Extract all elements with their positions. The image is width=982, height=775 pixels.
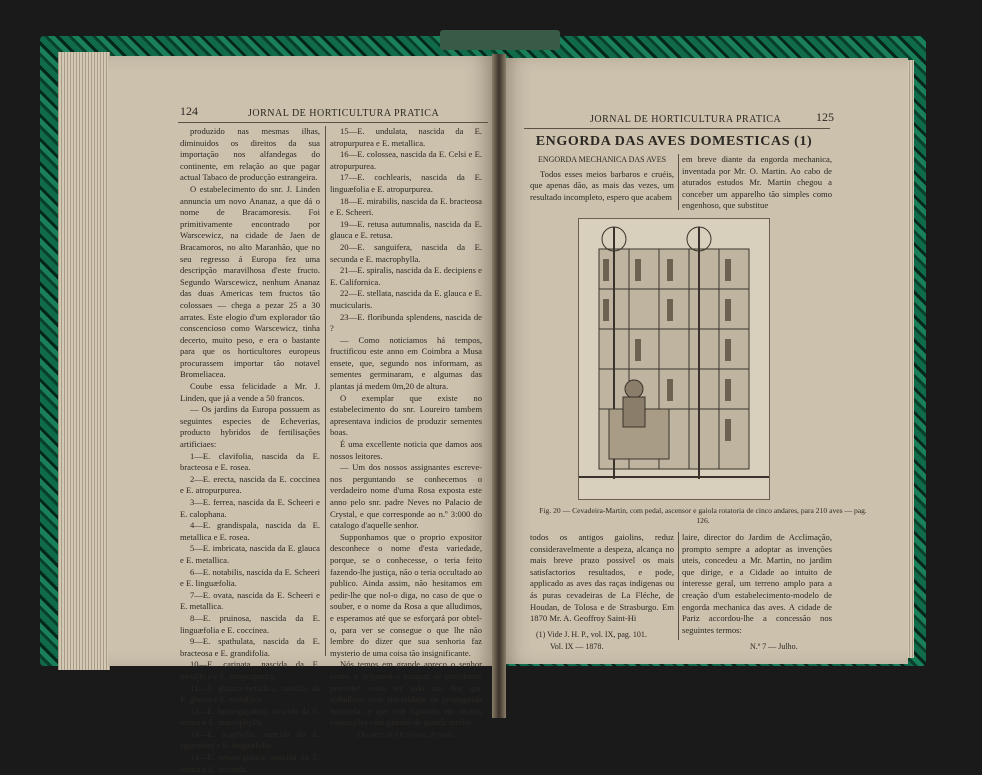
footer-volume: Vol. IX — 1878. — [550, 642, 604, 651]
header-rule — [524, 128, 830, 129]
column-rule — [325, 126, 326, 656]
paragraph: É uma excellente noticia que damos aos nossos leitores. — [330, 439, 482, 461]
page-number: 124 — [180, 104, 198, 118]
paragraph: 6—E. notabilis, nascida da E. Scheeri e E. linguæfolia. — [180, 566, 320, 589]
paragraph: 3—E. ferrea, nascida da E. Scheeri e E. calophana. — [180, 497, 320, 519]
footnote: (1) Vide J. H. P., vol. IX, pag. 101. — [536, 630, 647, 639]
right-column-2-top — [682, 154, 832, 212]
paragraph: 22—E. stellata, nascida da E. glauca e E. mucicularis. — [330, 288, 482, 310]
paragraph: 8—E. pruinosa, nascida da E. linguæfolia e E. coccinea. — [180, 612, 320, 635]
footer-issue: N.º 7 — Julho. — [750, 642, 798, 651]
page-edges-left — [58, 52, 110, 670]
left-page — [108, 56, 496, 774]
paragraph: 15—E. undulata, nascida da E. atropurpurea e E. metallica. — [330, 126, 482, 148]
paragraph: Coube essa felicidade a Mr. J. Linden, que já a vende a 50 francos. — [180, 381, 320, 403]
paragraph: 14—E. retuso-glauca, nascida da E. retusa e E. secunda. — [180, 752, 320, 774]
paragraph: Todos esses meios barbaros e cruéis, que apenas dão, as mais das vezes, um resultado incompleto, espero que acabem — [530, 168, 674, 202]
paragraph: 7—E. ovata, nascida da E. Scheeri e E. metallica. — [180, 589, 320, 612]
book-gutter — [492, 54, 506, 718]
paragraph: 23—E. floribunda splendens, nascida de ? — [330, 311, 482, 334]
cevadeira-engraving — [579, 219, 769, 499]
paragraph: em breve diante da engorda mechanica, inventada por Mr. O. Martin. Ao cabo de aturados estudos Mr. Martin chegou a conceber um apparelho tão simples como engenhoso, que substitue — [682, 154, 832, 211]
section-subhead: ENGORDA MECHANICA DAS AVES — [537, 155, 667, 164]
figure-caption: Fig. 20 — Cevadeira-Martin, com pedal, ascensor e gaiola rotatoria de cinco andares, para 210 aves — pag. 126. — [539, 506, 867, 525]
paragraph: 16—E. colossea, nascida da E. Celsi e E. atropurpurea. — [330, 149, 482, 171]
paragraph: 5—E. imbricata, nascida da E. glauca e E. metallica. — [180, 543, 320, 565]
paragraph: 1—E. clavifolia, nascida da E. bracteosa e E. rosea. — [180, 450, 320, 473]
paragraph: 12—E. lutea-gigantea, nascida da E. retusa e E. macrophylla. — [180, 705, 320, 728]
paragraph: 19—E. retusa autumnalis, nascida da E. glauca e E. retusa. — [330, 218, 482, 241]
author-signature: Duarte de Oliveira, Junior. — [357, 728, 455, 739]
right-column-1-bottom — [530, 532, 674, 625]
running-head: JORNAL DE HORTICULTURA PRATICA — [248, 108, 440, 119]
paragraph: 10—E. carinata, nascida da E. metallica e E. atropurpurea. — [180, 659, 320, 681]
paragraph: 17—E. cochlearis, nascida da E. linguæfolia e E. atropurpurea. — [330, 172, 482, 194]
article-title: ENGORDA DAS AVES DOMESTICAS (1) — [535, 134, 813, 149]
paragraph: 18—E. mirabilis, nascida da E. bracteosa e E. Scheeri. — [330, 195, 482, 218]
paragraph: todos os antigos gaiolins, reduz consideravelmente a despeza, alcança no mais breve prazo possivel os mais satisfactorios resultados, e pode, applicado as aves das raças indigenas ou ás puras cevadeiras de La Fléche, de Houdan, de Tolosa e de Strasburgo. Em 1870 Mr. A. Geoffroy Saint-Hi — [530, 532, 674, 624]
right-column-2-bottom — [682, 532, 832, 636]
paragraph: 13—E. scaphylla, nascida da E. agavoides e E. linguæfolia. — [180, 728, 320, 751]
running-head: JORNAL DE HORTICULTURA PRATICA — [590, 114, 782, 125]
left-column-1 — [180, 126, 320, 775]
right-page — [500, 58, 908, 664]
paragraph: — Como noticiamos há tempos, fructificou este anno em Coimbra a Musa ensete, que, segundo nos informam, as sementes germinaram, e algumas das plantas já medem 0m,20 de altura. — [330, 334, 482, 392]
paragraph: — Um dos nossos assignantes escreve-nos perguntando se conhecemos o verdadeiro nome d'uma Rosa exposta este anno pelo snr. padre Neves no Palacio de Crystal, e que corresponde ao n.º 3:000 do catalogo d'aquelle senhor. — [330, 462, 482, 531]
paragraph: 2—E. erecta, nascida da E. coccinea e E. atropurpurea. — [180, 473, 320, 496]
paragraph: 21—E. spiralis, nascida da E. decipiens e E. Californica. — [330, 265, 482, 287]
paragraph: laire, director do Jardim de Acclimação, prompto sempre a adoptar as invenções uteis, concedeu a Mr. Martin, no jardim que dirige, e a Cidade ao intuito de interesse geral, um terreno amplo para a creação d'um estabelecimento-modelo de engorda mechanica das aves. A cidade de Pariz accordou-lhe a concessão nos seguintes termos: — [682, 532, 832, 635]
paragraph: 20—E. sanguifera, nascida da E. secunda e E. macrophylla. — [330, 241, 482, 264]
paragraph: O exemplar que existe no estabelecimento do snr. Loureiro tambem apresentava indicios de produzir sementes boas. — [330, 392, 482, 438]
paragraph: Nós temos em grande apreço o senhor conto, e julgamol-o incapaz de semilhante proceder, visto ter sido um dos que trabalham com sinceridade na propaganda horticola, e que tem figurado em muitas exposições com plantas de grande merito. — [330, 659, 482, 728]
left-column-2 — [330, 126, 482, 740]
paragraph: — Os jardins da Europa possuem as seguintes especies de Echeverias, producto hybridos de fertilisações artificiaes: — [180, 404, 320, 450]
column-rule — [678, 532, 679, 640]
paragraph: Supponhamos que o proprio expositor desconhece o nome d'esta variedade, porque, se o conhecesse, o teria feito fazendo-lhe justiça, não o teria occultado ao publico. Ainda assim, não hesitamos em pedir-lhe que nol-o diga, no caso de que o souber, e o nome da Rosa a que alludimos, e esperamos até que se esforçará por obtel-o, para ver se consegue o que lhe não lembre do dizer que sua senhoria faz mysterio de uma coisa tão insignificante. — [330, 531, 482, 658]
paragraph: O estabelecimento do snr. J. Linden annuncia um novo Ananaz, a que dá o nome de Bracamoresis. Foi primitivamente encontrado por Warscewicz, na cidade de Jaen de Bracamoros, no alto Maranhão, que no seu regresso á Europa fez uma descripção maravilhosa d'este fructo. Segundo Warscewicz, nenhum Ananaz das duas Americas tem fructos tão colossaes — chega a pezar 25 a 30 arrates. Este elogio d'um explorador tão conscencioso como Warscewicz, tinha decerto, muito peso, e era o bastante para que os horticultores europeus procurassem importar tão notavel Bromeliacea. — [180, 183, 320, 380]
header-rule — [178, 122, 488, 123]
right-column-1-top — [530, 154, 674, 203]
spine-band — [440, 30, 560, 50]
page-number: 125 — [816, 110, 834, 124]
paragraph: produzido nas mesmas ilhas, diminuidos os direitos da sua importação nos alfandegas do continente, em relação ao que pagar actual Tabaco de producção estrangeira. — [180, 126, 320, 183]
paragraph: 4—E. grandispala, nascida da E. metallica e E. rosea. — [180, 520, 320, 542]
paragraph: 9—E. spathulata, nascida da E. bracteosa e E. grandifolia. — [180, 636, 320, 658]
paragraph: 11—E. glauco-metallica, nascida da E. glauca e E. metallica. — [180, 682, 320, 705]
column-rule — [678, 154, 679, 210]
engraving-illustration — [578, 218, 770, 500]
